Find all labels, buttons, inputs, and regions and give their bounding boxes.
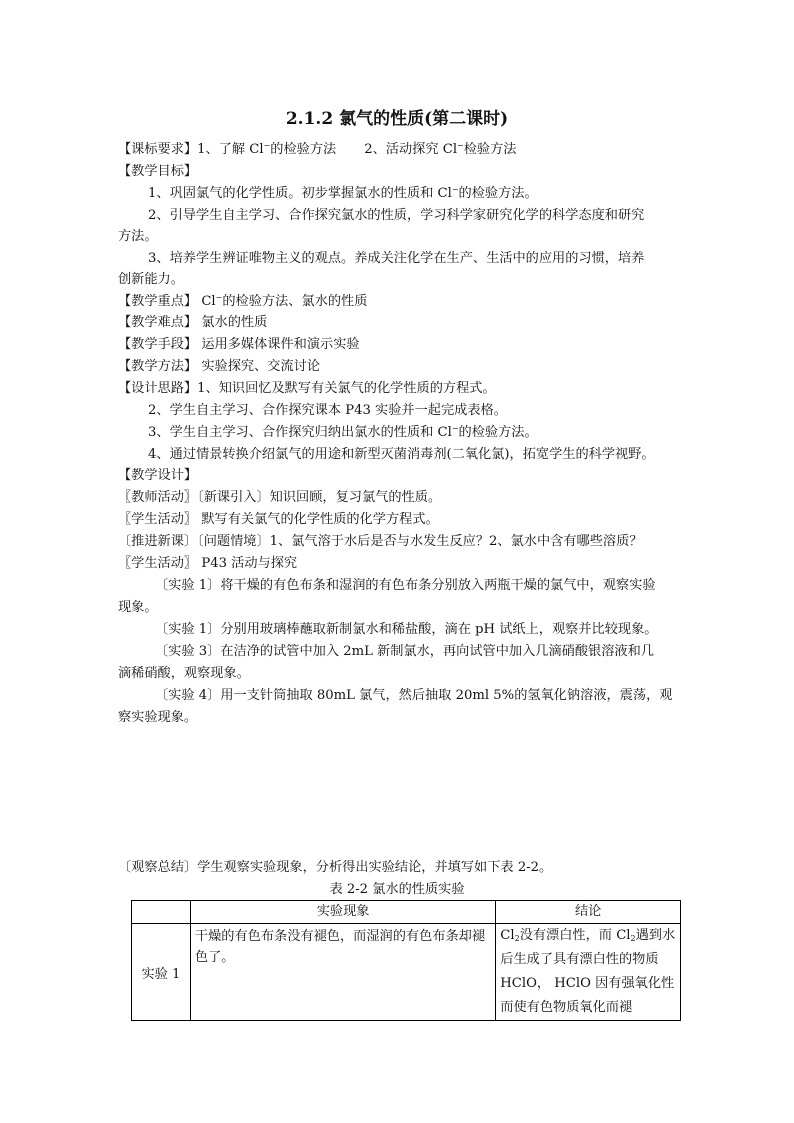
requirement-label: 【课标要求】 bbox=[118, 142, 198, 157]
objective-2a: 2、引导学生自主学习、合作探究氯水的性质，学习科学家研究化学的科学态度和研究 bbox=[148, 208, 645, 223]
table-header-conclusion: 结论 bbox=[496, 901, 681, 924]
design-line-3: 3、学生自主学习、合作探究归纳出氯水的性质和 Cl−的检验方法。 bbox=[148, 424, 538, 440]
new-lesson-questions: 〔推进新课〕〔问题情境〕1、氯气溶于水后是否与水发生反应？2、氯水中含有哪些溶质？ bbox=[118, 534, 643, 549]
student-activity-1: 〖学生活动〗 默写有关氯气的化学性质的化学方程式。 bbox=[118, 512, 439, 527]
experiment-3a: 〔实验 3〕在洁净的试管中加入 2mL 新制氯水，再向试管中加入几滴硝酸银溶液和几 bbox=[155, 644, 654, 659]
table-header-observation: 实验现象 bbox=[190, 901, 495, 924]
objective-3a: 3、培养学生辨证唯物主义的观点。养成关注化学在生产、生活中的应用的习惯，培养 bbox=[148, 251, 645, 266]
key-point-label: 【教学重点】 bbox=[118, 294, 198, 309]
table-cell-conclusion: $Cl_2$没有漂白性，而 $Cl_2$遇到水后生成了具有漂白性的物质 HClO， HClO 因有强氧化性而使有色物质氧化而褪 bbox=[496, 924, 681, 1021]
experiment-3b: 滴稀硝酸，观察现象。 bbox=[118, 666, 250, 681]
properties-table bbox=[131, 900, 681, 1021]
objective-1: 1、巩固氯气的化学性质。初步掌握氯水的性质和 Cl−的检验方法。 bbox=[148, 185, 538, 201]
experiment-4b: 察实验现象。 bbox=[118, 710, 198, 725]
method-label: 【教学方法】 bbox=[118, 359, 198, 374]
design-line-4: 4、通过情景转换介绍氯气的用途和新型灭菌消毒剂(二氧化氯)，拓宽学生的科学视野。 bbox=[148, 447, 655, 462]
table-header-blank bbox=[132, 901, 191, 924]
observation-summary: 〔观察总结〕学生观察实验现象，分析得出实验结论，并填写如下表 2-2。 bbox=[118, 860, 553, 875]
difficulty-label: 【教学难点】 bbox=[118, 315, 198, 330]
means-line: 【教学手段】 运用多媒体课件和演示实验 bbox=[118, 337, 360, 352]
design-line-1: 【设计思路】1、知识回忆及默写有关氯气的化学性质的方程式。 bbox=[118, 381, 496, 396]
difficulty-line: 【教学难点】 氯水的性质 bbox=[118, 315, 268, 330]
table-caption: 表 2-2 氯水的性质实验 bbox=[329, 882, 465, 897]
student-activity-2: 〖学生活动〗 P43 活动与探究 bbox=[118, 556, 298, 571]
page-title: 2.1.2 氯气的性质(第二课时) bbox=[285, 109, 509, 129]
experiment-1a: 〔实验 1〕将干燥的有色布条和湿润的有色布条分别放入两瓶干燥的氯气中，观察实验 bbox=[155, 578, 656, 593]
teacher-activity: 〖教师活动〗〔新课引入〕知识回顾，复习氯气的性质。 bbox=[118, 490, 442, 505]
experiment-1b: 现象。 bbox=[118, 600, 158, 615]
objective-3b: 创新能力。 bbox=[118, 272, 184, 287]
experiment-4a: 〔实验 4〕用一支针筒抽取 80mL 氯气，然后抽取 20ml 5%的氢氧化钠溶液，震荡，观 bbox=[155, 688, 673, 703]
means-label: 【教学手段】 bbox=[118, 337, 198, 352]
objective-2b: 方法。 bbox=[118, 229, 158, 244]
objectives-label: 【教学目标】 bbox=[118, 164, 198, 179]
table-row-label: 实验 1 bbox=[132, 924, 191, 1021]
table-row bbox=[132, 924, 681, 1021]
table-cell-observation: 干燥的有色布条没有褪色，而湿润的有色布条却褪色了。 bbox=[190, 924, 495, 1021]
key-point-line: 【教学重点】 Cl−的检验方法、氯水的性质 bbox=[118, 293, 368, 309]
teaching-label: 【教学设计】 bbox=[118, 468, 198, 483]
design-line-2: 2、学生自主学习、合作探究课本 P43 实验并一起完成表格。 bbox=[148, 403, 507, 418]
design-label: 【设计思路】 bbox=[118, 381, 198, 396]
requirement-line: 【课标要求】1、了解 Cl−的检验方法 2、活动探究 Cl−检验方法 bbox=[118, 141, 517, 157]
table-header-row bbox=[132, 901, 681, 924]
method-line: 【教学方法】 实验探究、交流讨论 bbox=[118, 359, 321, 374]
experiment-2: 〔实验 1〕分别用玻璃棒蘸取新制氯水和稀盐酸，滴在 pH 试纸上，观察并比较现象。 bbox=[155, 622, 658, 637]
